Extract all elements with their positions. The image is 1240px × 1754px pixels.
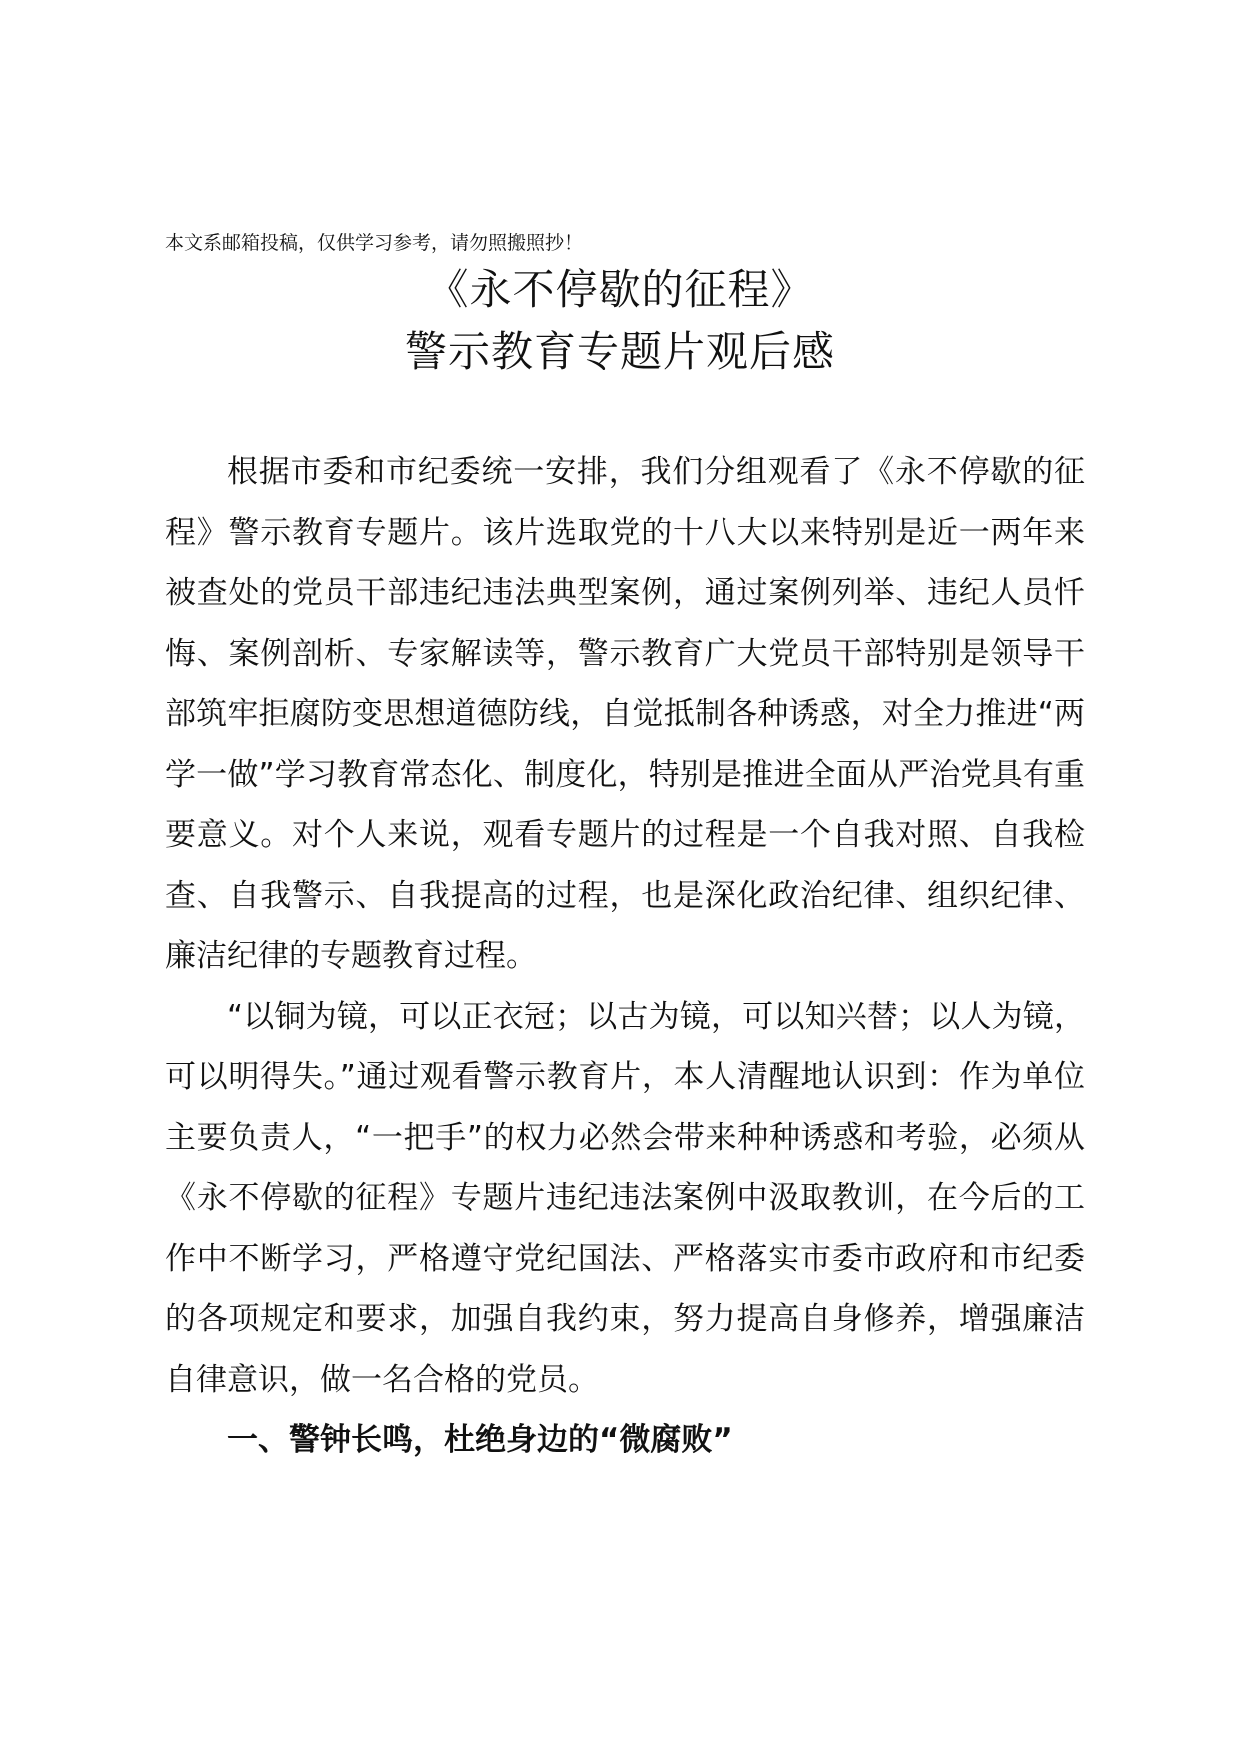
document-title-line-1: 《永不停歇的征程》 — [426, 265, 814, 314]
section-heading-1: 一、警钟长鸣，杜绝身边的“微腐败” — [227, 1422, 733, 1458]
body-paragraph-1: 根据市委和市纪委统一安排，我们分组观看了《永不停歇的征程》警示教育专题片。该片选取党的十八大以来特别是近一两年来被查处的党员干部违纪违法典型案例，通过案例列举、违纪人员忏悔、案例剖析、专家解读等，警示教育广大党员干部特别是领导干部筑牢拒腐防变思想道德防线，自觉抵制各种诱惑，对全力推进“两学一做”学习教育常态化、制度化，特别是推进全面从严治党具有重要意义。对个人来说，观看专题片的过程是一个自我对照、自我检查、自我警示、自我提高的过程，也是深化政治纪律、组织纪律、廉洁纪律的专题教育过程。 — [165, 454, 1085, 974]
document-title-line-2: 警示教育专题片观后感 — [404, 327, 835, 376]
submission-notice: 本文系邮箱投稿，仅供学习参考，请勿照搬照抄！ — [165, 232, 584, 254]
body-paragraph-2: “以铜为镜，可以正衣冠；以古为镜，可以知兴替；以人为镜，可以明得失。”通过观看警示教育片，本人清醒地认识到：作为单位主要负责人，“一把手”的权力必然会带来种种诱惑和考验，必须从《永不停歇的征程》专题片违纪违法案例中汲取教训，在今后的工作中不断学习，严格遵守党纪国法、严格落实市委市政府和市纪委的各项规定和要求，加强自我约束，努力提高自身修养，增强廉洁自律意识，做一名合格的党员。 — [165, 998, 1085, 1398]
document-body — [165, 442, 1085, 1471]
